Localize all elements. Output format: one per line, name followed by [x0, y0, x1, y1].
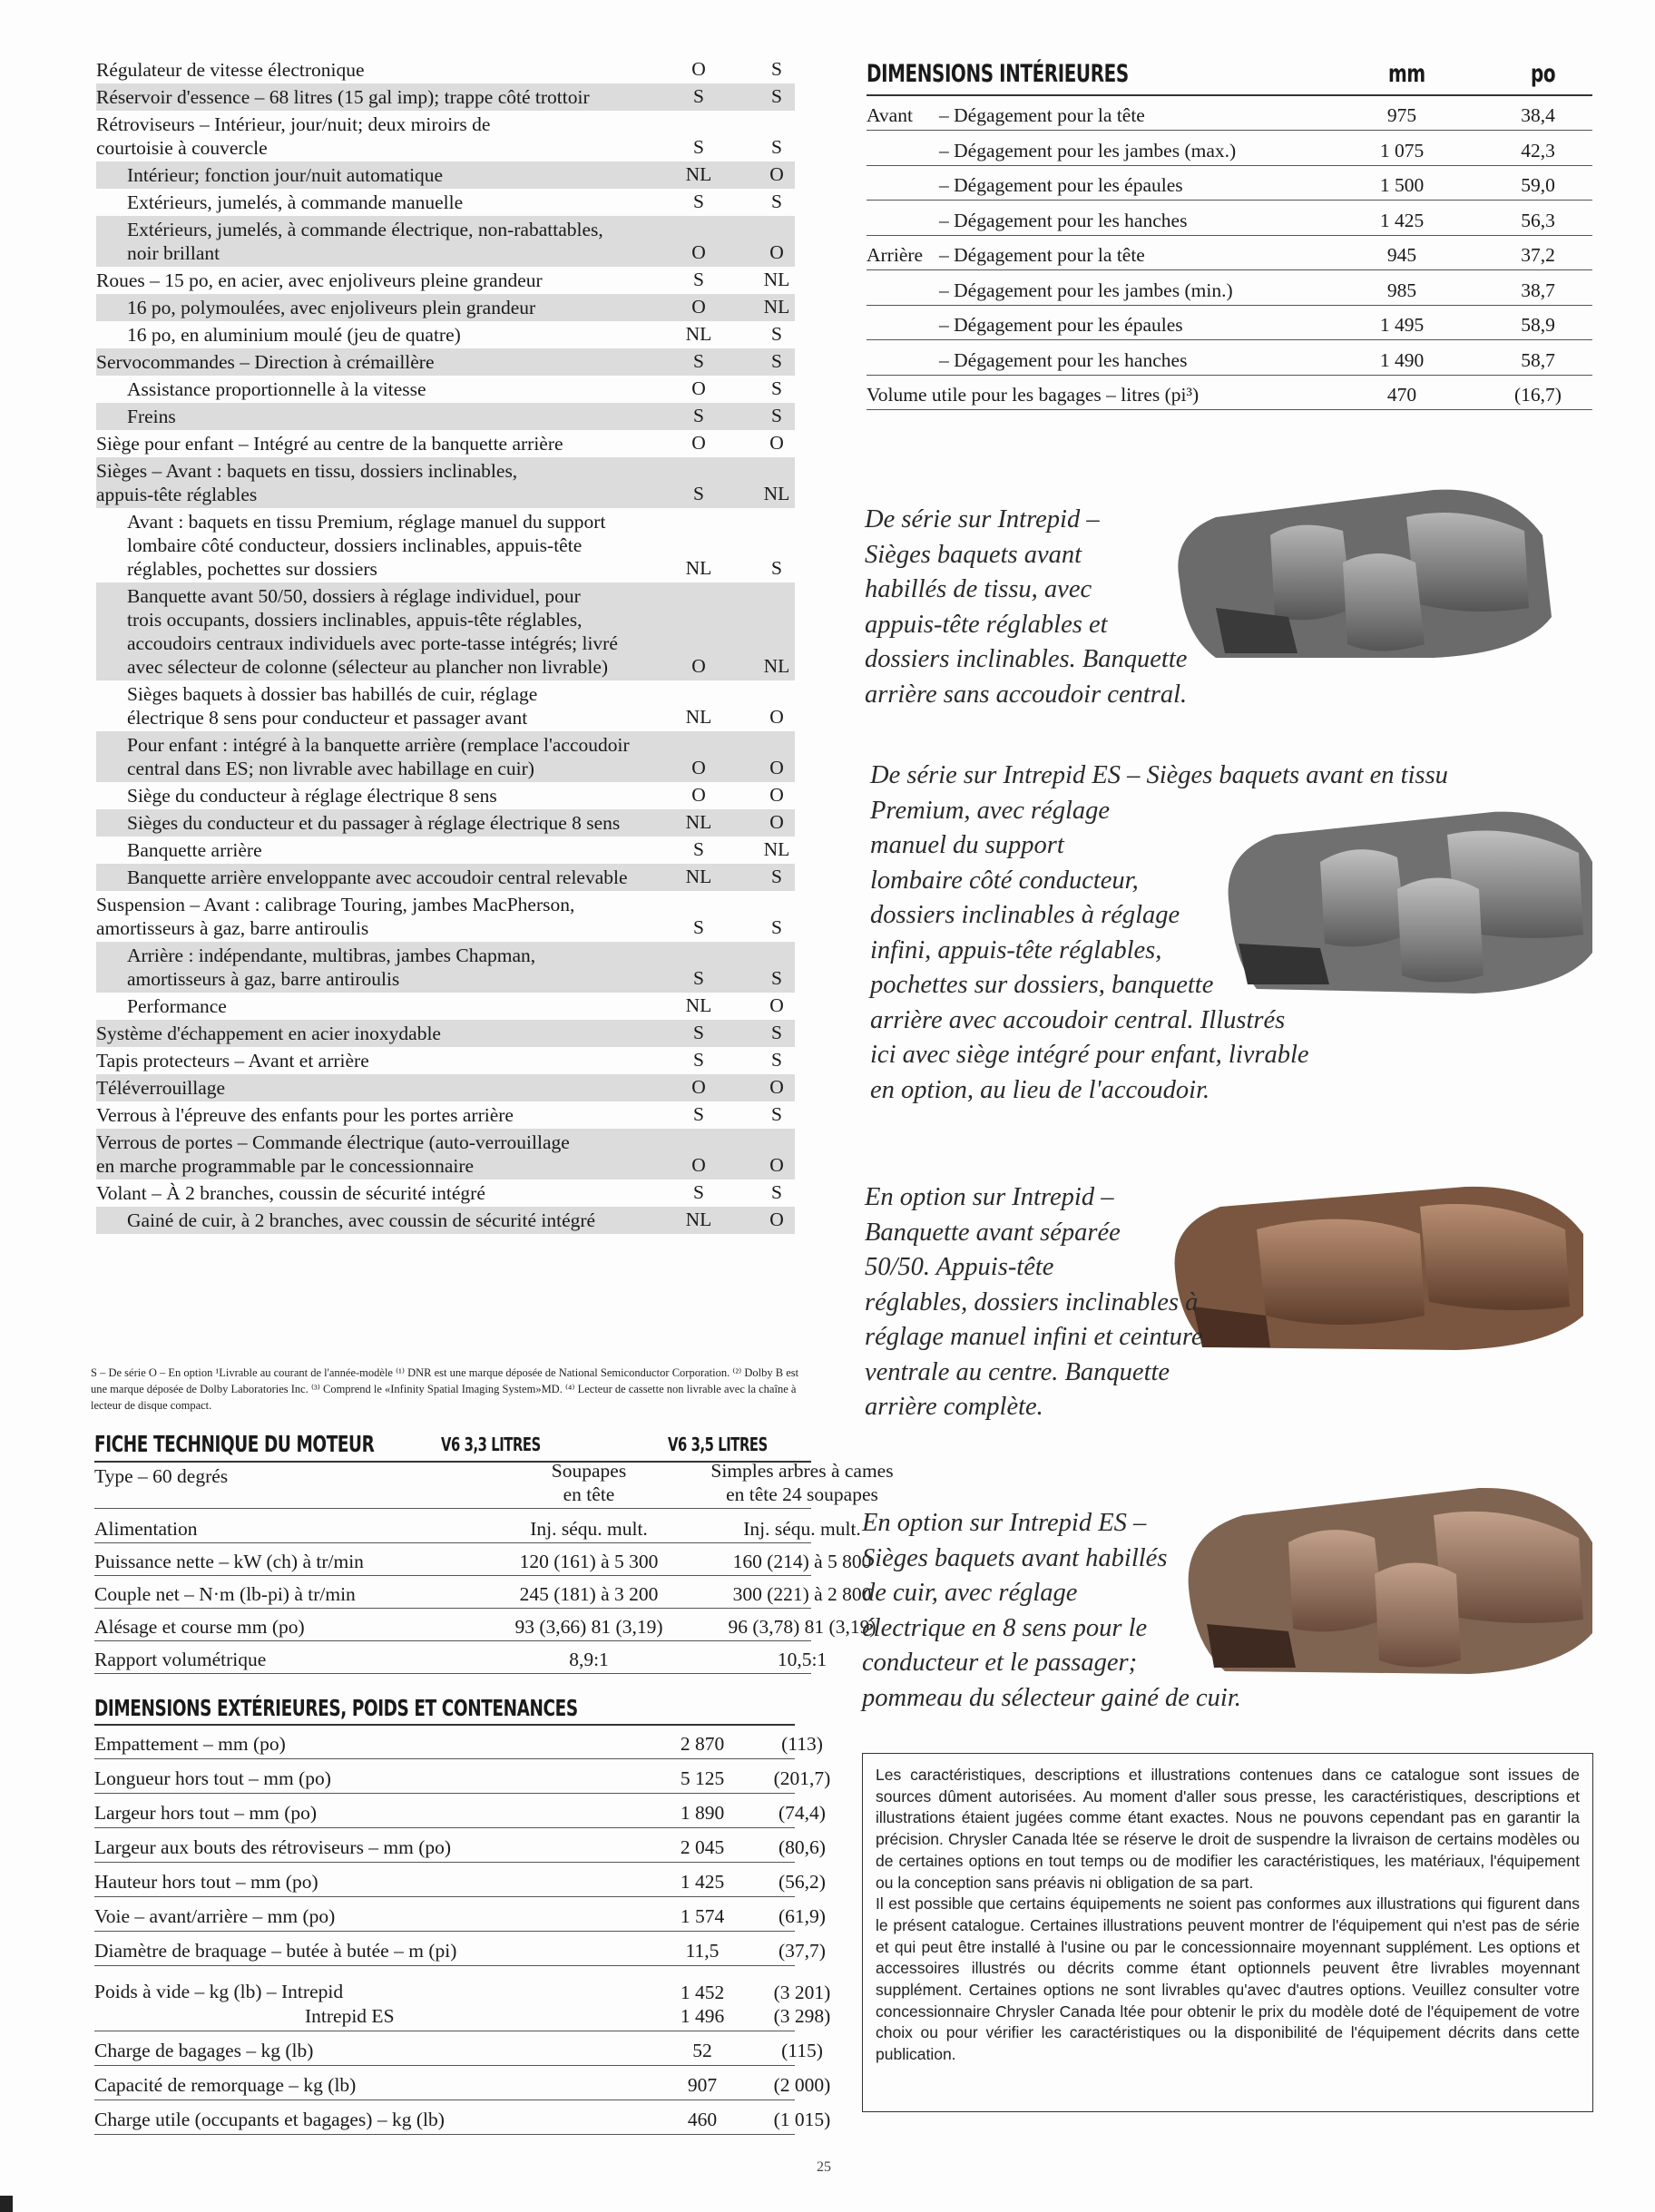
- interior-mm-value: 985: [1386, 279, 1417, 301]
- equipment-row: [96, 1129, 795, 1179]
- exterior-label: Capacité de remorquage – kg (lb): [94, 2074, 357, 2096]
- equipment-intrepid-value: NL: [685, 557, 712, 579]
- page-number: 25: [817, 2159, 831, 2175]
- equipment-row: [96, 1047, 795, 1074]
- engine-v6-33-value: Inj. séqu. mult.: [530, 1518, 648, 1540]
- equipment-intrepid-es-value: NL: [763, 269, 790, 290]
- exterior-metric-value: 460: [687, 2109, 718, 2130]
- exterior-row: [94, 1795, 826, 1828]
- seat-image-intrepid-bench: [1166, 1179, 1592, 1352]
- equipment-label: Banquette avant 50/50, dossiers à réglage individuel, pour trois occupants, dossiers inclinables, appuis-tête réglables, accoudoirs centraux individuels avec porte-tasse intégrés; livré avec sélecteur de colonne (sélecteur au plancher non livrable): [127, 585, 618, 678]
- interior-po-value: 59,0: [1521, 174, 1555, 196]
- exterior-row: [94, 2101, 831, 2135]
- equipment-label: Régulateur de vitesse électronique: [96, 59, 365, 81]
- equipment-row: [96, 457, 795, 508]
- equipment-row: [96, 809, 795, 837]
- exterior-metric-value: 1 574: [680, 1905, 725, 1927]
- equipment-intrepid-value: S: [693, 1049, 704, 1071]
- equipment-intrepid-es-value: S: [771, 1049, 782, 1071]
- interior-table-title: DIMENSIONS INTÉRIEURES: [867, 60, 1129, 88]
- interior-mm-value: 945: [1386, 244, 1417, 266]
- equipment-row: [96, 1101, 795, 1129]
- equipment-intrepid-es-value: O: [769, 1154, 784, 1176]
- engine-v6-35-value: 300 (221) à 2 800: [732, 1583, 872, 1605]
- equipment-intrepid-value: S: [693, 1181, 704, 1203]
- equipment-intrepid-es-value: S: [771, 85, 782, 107]
- interior-position: Arrière: [867, 244, 924, 266]
- equipment-row: [96, 1179, 795, 1207]
- equipment-label: Volant – À 2 branches, coussin de sécurité intégré: [96, 1182, 485, 1204]
- equipment-intrepid-es-value: O: [769, 163, 784, 185]
- exterior-row: [94, 1898, 826, 1932]
- exterior-row: [94, 1726, 823, 1759]
- equipment-row: [96, 891, 795, 942]
- equipment-intrepid-es-value: S: [771, 916, 782, 938]
- exterior-metric-value: 1 890: [680, 1802, 725, 1824]
- equipment-label: Servocommandes – Direction à crémaillère: [96, 351, 435, 373]
- exterior-label: Charge utile (occupants et bagages) – kg (lb): [94, 2109, 445, 2130]
- engine-v6-33-value: 120 (161) à 5 300: [519, 1551, 659, 1572]
- equipment-intrepid-value: O: [691, 296, 706, 318]
- equipment-label: Tapis protecteurs – Avant et arrière: [96, 1050, 369, 1072]
- interior-po-value: 38,7: [1521, 279, 1555, 301]
- engine-v6-35-value: 160 (214) à 5 800: [732, 1551, 872, 1572]
- engine-row: [94, 1610, 876, 1641]
- equipment-row: [96, 1207, 795, 1234]
- disclaimer-paragraph-2: Il est possible que certains équipements ne soient pas conformes aux illustrations qui figurent dans le présent catalogue. Certaines illustrations peuvent montrer de l'équipement qui n'est pas de série et qui peut être installé à l'usine ou par le concessionnaire moyennant supplément. Les options et accessoires illustrés ou décrits comme étant optionnels peuvent être livrables moyennant supplément. Certaines options ne sont livrables qu'avec d'autres options. Veuillez consulter votre concessionnaire Chrysler Canada ltée pour obtenir le prix du modèle doté de l'équipement de votre choix ou pour vérifier les caractéristiques ou la disponibilité de l'équipement décrits dans cette publication.: [876, 1894, 1580, 2064]
- exterior-label: Longueur hors tout – mm (po): [94, 1767, 331, 1789]
- interior-mm-value: 975: [1386, 104, 1417, 126]
- exterior-metric-value: 52: [692, 2040, 712, 2061]
- interior-col-mm: mm: [1388, 60, 1425, 88]
- equipment-intrepid-value: NL: [685, 811, 712, 833]
- engine-row: [94, 1544, 872, 1576]
- interior-label: – Dégagement pour les jambes (min.): [939, 279, 1233, 301]
- interior-label: Volume utile pour les bagages – litres (pi³): [867, 384, 1200, 406]
- interior-label: – Dégagement pour les hanches: [939, 348, 1188, 371]
- interior-label: – Dégagement pour les épaules: [939, 174, 1183, 196]
- exterior-metric-value: 5 125: [680, 1767, 725, 1789]
- equipment-row: [96, 782, 795, 809]
- equipment-row: [96, 582, 795, 680]
- equipment-intrepid-value: O: [691, 1076, 706, 1098]
- interior-mm-value: 1 075: [1379, 139, 1425, 161]
- equipment-intrepid-es-value: O: [769, 1209, 784, 1230]
- equipment-row: [96, 161, 795, 189]
- equipment-intrepid-es-value: S: [771, 866, 782, 887]
- equipment-intrepid-value: O: [691, 241, 706, 263]
- equipment-label: Avant : baquets en tissu Premium, réglage manuel du support lombaire côté conducteur, dossiers inclinables, appuis-tête réglables, pochettes sur dossiers: [127, 511, 606, 580]
- equipment-row: [96, 942, 795, 993]
- equipment-intrepid-es-value: O: [769, 706, 784, 728]
- equipment-row: [96, 993, 795, 1020]
- exterior-metric-value: 11,5: [685, 1940, 720, 1962]
- equipment-intrepid-value: NL: [685, 994, 712, 1016]
- equipment-intrepid-value: S: [693, 136, 704, 158]
- engine-col-v6-33: V6 3,3 LITRES: [441, 1434, 541, 1455]
- exterior-label: Poids à vide – kg (lb) – Intrepid: [94, 1981, 344, 2002]
- equipment-intrepid-es-value: S: [771, 405, 782, 426]
- equipment-intrepid-value: NL: [685, 1209, 712, 1230]
- equipment-label: Sièges – Avant : baquets en tissu, dossiers inclinables, appuis-tête réglables: [96, 460, 518, 505]
- interior-position: Avant: [867, 104, 913, 126]
- interior-row: [867, 306, 1592, 340]
- seat-image-intrepid-cloth: [1161, 481, 1561, 662]
- interior-row: [867, 236, 1592, 270]
- interior-mm-value: 1 495: [1379, 314, 1425, 336]
- equipment-label: Extérieurs, jumelés, à commande manuelle: [127, 191, 464, 213]
- equipment-intrepid-es-value: NL: [763, 483, 790, 504]
- interior-mm-value: 1 425: [1379, 209, 1425, 231]
- equipment-intrepid-es-value: S: [771, 58, 782, 80]
- exterior-table-title: DIMENSIONS EXTÉRIEURES, POIDS ET CONTENANCES: [94, 1695, 578, 1721]
- equipment-label: Suspension – Avant : calibrage Touring, jambes MacPherson, amortisseurs à gaz, barre antiroulis: [96, 894, 575, 939]
- equipment-row: [96, 321, 795, 348]
- engine-row: [94, 1512, 861, 1543]
- equipment-row: [96, 508, 795, 582]
- interior-po-value: 58,7: [1521, 348, 1555, 371]
- equipment-label: Siège pour enfant – Intégré au centre de la banquette arrière: [96, 433, 563, 455]
- engine-table-title: FICHE TECHNIQUE DU MOTEUR: [94, 1431, 375, 1457]
- exterior-label: Voie – avant/arrière – mm (po): [94, 1905, 336, 1927]
- engine-v6-33-value: 245 (181) à 3 200: [519, 1583, 659, 1605]
- interior-label: – Dégagement pour les jambes (max.): [939, 139, 1237, 161]
- interior-po-value: 58,9: [1521, 314, 1555, 336]
- engine-v6-35-value: 10,5:1: [777, 1649, 828, 1670]
- disclaimer-box: [862, 1753, 1593, 2112]
- equipment-intrepid-value: O: [691, 655, 706, 677]
- interior-mm-value: 470: [1386, 384, 1417, 406]
- equipment-label: Réservoir d'essence – 68 litres (15 gal imp); trappe côté trottoir: [96, 86, 590, 108]
- equipment-label: Arrière : indépendante, multibras, jambes Chapman, amortisseurs à gaz, barre antiroulis: [127, 945, 536, 990]
- equipment-row: [96, 348, 795, 376]
- equipment-intrepid-value: S: [693, 269, 704, 290]
- equipment-intrepid-es-value: S: [771, 557, 782, 579]
- engine-v6-35-value: Inj. séqu. mult.: [743, 1518, 861, 1540]
- equipment-intrepid-es-value: O: [769, 994, 784, 1016]
- caption-intrepid-cloth: De série sur Intrepid – Sièges baquets avant habillés de tissu, avec appuis-tête réglables et dossiers inclinables. Banquette arrière sans accoudoir central.: [865, 505, 1188, 709]
- engine-label: Alimentation: [94, 1518, 198, 1540]
- exterior-metric-value: 1 425: [680, 1871, 725, 1893]
- equipment-row: [96, 1074, 795, 1101]
- equipment-intrepid-value: O: [691, 58, 706, 80]
- exterior-label: Hauteur hors tout – mm (po): [94, 1871, 318, 1893]
- equipment-label: Verrous à l'épreuve des enfants pour les portes arrière: [96, 1104, 514, 1126]
- equipment-label: Performance: [127, 995, 227, 1017]
- equipment-row: [96, 294, 795, 321]
- exterior-row: [94, 1760, 831, 1794]
- equipment-intrepid-es-value: S: [771, 377, 782, 399]
- equipment-intrepid-es-value: S: [771, 350, 782, 372]
- equipment-row: [96, 1020, 795, 1047]
- exterior-row: [94, 1967, 831, 2031]
- equipment-intrepid-value: NL: [685, 323, 712, 345]
- interior-label: – Dégagement pour les hanches: [939, 209, 1188, 231]
- corner-mark: [0, 2196, 13, 2212]
- equipment-label: Verrous de portes – Commande électrique (auto-verrouillage en marche programmable par le concessionnaire: [96, 1131, 570, 1177]
- exterior-row: [94, 1933, 826, 1966]
- exterior-row: [94, 2032, 823, 2066]
- exterior-label: Empattement – mm (po): [94, 1733, 286, 1755]
- interior-col-po: po: [1531, 60, 1556, 88]
- exterior-imperial-value: (80,6): [779, 1836, 826, 1858]
- interior-row: [867, 201, 1592, 236]
- equipment-intrepid-es-value: O: [769, 432, 784, 454]
- equipment-label: Système d'échappement en acier inoxydable: [96, 1023, 441, 1044]
- equipment-row: [96, 430, 795, 457]
- disclaimer-paragraph-1: Les caractéristiques, descriptions et illustrations contenues dans ce catalogue sont issues de sources dûment autorisées. Au moment d'aller sous presse, les caractéristiques, descriptions et illustrations étaient jugées comme étant exactes. Nous ne pouvons cependant pas en garantir la précision. Chrysler Canada ltée se réserve le droit de suspendre la livraison de certains modèles ou de certaines options en tout temps ou de modifier les caractéristiques, les matériaux, l'équipement ou la conception sans préavis ni obligation de sa part.: [876, 1766, 1580, 1892]
- exterior-metric-value: 2 045: [680, 1836, 725, 1858]
- interior-row: [867, 132, 1592, 166]
- equipment-intrepid-value: S: [693, 1022, 704, 1043]
- equipment-intrepid-value: S: [693, 916, 704, 938]
- interior-mm-value: 1 500: [1379, 174, 1425, 196]
- engine-v6-35-value: Simples arbres à cames en tête 24 soupapes: [710, 1460, 894, 1505]
- equipment-row: [96, 56, 795, 83]
- interior-po-value: 42,3: [1521, 139, 1555, 161]
- equipment-intrepid-value: S: [693, 838, 704, 860]
- exterior-imperial-value: (115): [781, 2040, 823, 2061]
- equipment-label: Gainé de cuir, à 2 branches, avec coussin de sécurité intégré: [127, 1209, 596, 1231]
- equipment-row: [96, 403, 795, 430]
- engine-v6-33-value: Soupapes en tête: [551, 1460, 627, 1505]
- caption-intrepid-es-leather: En option sur Intrepid ES – Sièges baquets avant habillés de cuir, avec réglage électrique en 8 sens pour le conducteur et le passager; pommeau du sélecteur gainé de cuir.: [862, 1509, 1241, 1712]
- equipment-label: Sièges baquets à dossier bas habillés de cuir, réglage électrique 8 sens pour conducteur et passager avant: [127, 683, 538, 729]
- equipment-label: Siège du conducteur à réglage électrique 8 sens: [127, 785, 497, 807]
- equipment-label: Extérieurs, jumelés, à commande électrique, non-rabattables, noir brillant: [127, 219, 603, 264]
- engine-label: Alésage et course mm (po): [94, 1616, 305, 1638]
- equipment-row: [96, 680, 795, 731]
- equipment-intrepid-es-value: S: [771, 323, 782, 345]
- equipment-intrepid-es-value: S: [771, 1022, 782, 1043]
- interior-row: [867, 376, 1592, 410]
- exterior-imperial-value: (61,9): [779, 1905, 826, 1927]
- equipment-intrepid-value: O: [691, 757, 706, 778]
- equipment-intrepid-es-value: S: [771, 191, 782, 212]
- interior-label: – Dégagement pour les épaules: [939, 314, 1183, 336]
- equipment-intrepid-value: NL: [685, 866, 712, 887]
- equipment-label: Intérieur; fonction jour/nuit automatique: [127, 164, 444, 186]
- exterior-row: [94, 1829, 826, 1863]
- exterior-imperial-value: (56,2): [779, 1871, 826, 1893]
- equipment-intrepid-value: S: [693, 967, 704, 989]
- engine-label: Rapport volumétrique: [94, 1649, 267, 1670]
- interior-po-value: 56,3: [1521, 209, 1555, 231]
- equipment-label: Banquette arrière enveloppante avec accoudoir central relevable: [127, 866, 628, 888]
- exterior-imperial-value: (2 000): [773, 2074, 831, 2096]
- engine-row: [94, 1577, 872, 1609]
- interior-row: [867, 166, 1592, 201]
- equipment-row: [96, 376, 795, 403]
- exterior-imperial-value: (1 015): [773, 2109, 831, 2130]
- interior-row: [867, 341, 1592, 376]
- equipment-intrepid-value: S: [693, 1103, 704, 1125]
- interior-row: [867, 96, 1592, 131]
- equipment-intrepid-value: NL: [685, 706, 712, 728]
- equipment-label: Roues – 15 po, en acier, avec enjoliveurs pleine grandeur: [96, 269, 543, 291]
- equipment-label: 16 po, en aluminium moulé (jeu de quatre): [127, 324, 461, 346]
- engine-v6-33-value: 8,9:1: [569, 1649, 609, 1670]
- equipment-label: Téléverrouillage: [96, 1077, 226, 1099]
- equipment-intrepid-es-value: O: [769, 784, 784, 806]
- equipment-intrepid-value: O: [691, 784, 706, 806]
- equipment-intrepid-value: NL: [685, 163, 712, 185]
- seat-image-intrepid-es-leather: [1180, 1479, 1597, 1679]
- caption-intrepid-es-premium: De série sur Intrepid ES – Sièges baquets avant en tissu Premium, avec réglage manuel du support lombaire côté conducteur, dossiers inclinables à réglage infini, appuis-tête réglables, pochettes sur dossiers, banquette arrière avec accoudoir central. Illustrés ici avec siège intégré pour enfant, livrable en option, au lieu de l'accoudoir.: [870, 761, 1448, 1104]
- equipment-row: [96, 216, 795, 267]
- equipment-row: [96, 189, 795, 216]
- exterior-label: Largeur aux bouts des rétroviseurs – mm (po): [94, 1836, 452, 1858]
- equipment-table: [96, 56, 795, 1234]
- interior-po-value: 38,4: [1521, 104, 1555, 126]
- exterior-metric-value: 907: [687, 2074, 718, 2096]
- engine-label: Type – 60 degrés: [94, 1465, 229, 1487]
- equipment-row: [96, 267, 795, 294]
- caption-intrepid-bench: En option sur Intrepid – Banquette avant séparée 50/50. Appuis-tête réglables, dossiers inclinables à réglage manuel infini et ceinture ventrale au centre. Banquette arrière complète.: [865, 1183, 1203, 1421]
- equipment-intrepid-value: O: [691, 1154, 706, 1176]
- engine-row: [94, 1642, 828, 1674]
- equipment-intrepid-value: S: [693, 405, 704, 426]
- exterior-imperial-value: (113): [781, 1733, 823, 1755]
- equipment-label: Assistance proportionnelle à la vitesse: [127, 378, 426, 400]
- exterior-metric-value: 1 452 1 496: [680, 1982, 725, 2027]
- equipment-intrepid-es-value: O: [769, 757, 784, 778]
- equipment-label: Sièges du conducteur et du passager à réglage électrique 8 sens: [127, 812, 621, 834]
- equipment-label: 16 po, polymoulées, avec enjoliveurs plein grandeur: [127, 297, 536, 318]
- engine-label: Couple net – N·m (lb-pi) à tr/min: [94, 1583, 356, 1605]
- equipment-intrepid-es-value: O: [769, 1076, 784, 1098]
- engine-label: Puissance nette – kW (ch) à tr/min: [94, 1551, 364, 1572]
- equipment-row: [96, 731, 795, 782]
- equipment-intrepid-value: O: [691, 377, 706, 399]
- equipment-label: Freins: [127, 406, 176, 427]
- equipment-intrepid-es-value: S: [771, 1181, 782, 1203]
- exterior-label: Charge de bagages – kg (lb): [94, 2040, 314, 2061]
- interior-row: [867, 271, 1592, 306]
- exterior-imperial-value: (37,7): [779, 1940, 826, 1962]
- interior-label: – Dégagement pour la tête: [939, 104, 1145, 126]
- exterior-imperial-value: (3 201) (3 298): [773, 1982, 831, 2027]
- interior-po-value: 37,2: [1521, 244, 1555, 266]
- engine-v6-33-value: 93 (3,66) 81 (3,19): [514, 1616, 663, 1638]
- footnotes: S – De série O – En option ¹Livrable au courant de l'année-modèle ⁽¹⁾ DNR est une marque déposée de National Semiconductor Corporation. ⁽²⁾ Dolby B est une marque déposée de Dolby Laboratories Inc. ⁽³⁾ Comprend le «Infinity Spatial Imaging System»MD. ⁽⁴⁾ Lecteur de cassette non livrable avec la chaîne à lecteur de disque compact.: [91, 1366, 799, 1412]
- exterior-imperial-value: (201,7): [773, 1767, 831, 1789]
- exterior-label: Largeur hors tout – mm (po): [94, 1802, 318, 1824]
- equipment-intrepid-value: O: [691, 432, 706, 454]
- engine-col-v6-35: V6 3,5 LITRES: [668, 1434, 768, 1455]
- equipment-intrepid-es-value: NL: [763, 838, 790, 860]
- equipment-intrepid-es-value: S: [771, 136, 782, 158]
- exterior-sublabel: Intrepid ES: [305, 2005, 395, 2027]
- interior-po-value: (16,7): [1514, 384, 1562, 406]
- interior-mm-value: 1 490: [1379, 348, 1425, 371]
- exterior-label: Diamètre de braquage – butée à butée – m (pi): [94, 1940, 457, 1962]
- equipment-intrepid-value: S: [693, 191, 704, 212]
- equipment-label: Banquette arrière: [127, 839, 262, 861]
- equipment-intrepid-es-value: NL: [763, 296, 790, 318]
- engine-row: [94, 1460, 894, 1509]
- equipment-intrepid-es-value: O: [769, 811, 784, 833]
- engine-v6-35-value: 96 (3,78) 81 (3,19): [728, 1616, 876, 1638]
- equipment-intrepid-value: S: [693, 350, 704, 372]
- equipment-intrepid-es-value: NL: [763, 655, 790, 677]
- exterior-row: [94, 1864, 826, 1897]
- exterior-row: [94, 2067, 831, 2100]
- equipment-intrepid-es-value: O: [769, 241, 784, 263]
- exterior-metric-value: 2 870: [680, 1733, 725, 1755]
- equipment-intrepid-es-value: S: [771, 967, 782, 989]
- equipment-intrepid-es-value: S: [771, 1103, 782, 1125]
- interior-label: – Dégagement pour la tête: [939, 244, 1145, 266]
- equipment-label: Pour enfant : intégré à la banquette arrière (remplace l'accoudoir central dans ES; non livrable avec habillage en cuir): [127, 734, 630, 779]
- equipment-row: [96, 83, 795, 111]
- equipment-intrepid-value: S: [693, 85, 704, 107]
- equipment-label: Rétroviseurs – Intérieur, jour/nuit; deux miroirs de courtoisie à couvercle: [96, 113, 491, 159]
- equipment-row: [96, 837, 795, 864]
- equipment-row: [96, 111, 795, 161]
- exterior-imperial-value: (74,4): [779, 1802, 826, 1824]
- equipment-row: [96, 864, 795, 891]
- equipment-intrepid-value: S: [693, 483, 704, 504]
